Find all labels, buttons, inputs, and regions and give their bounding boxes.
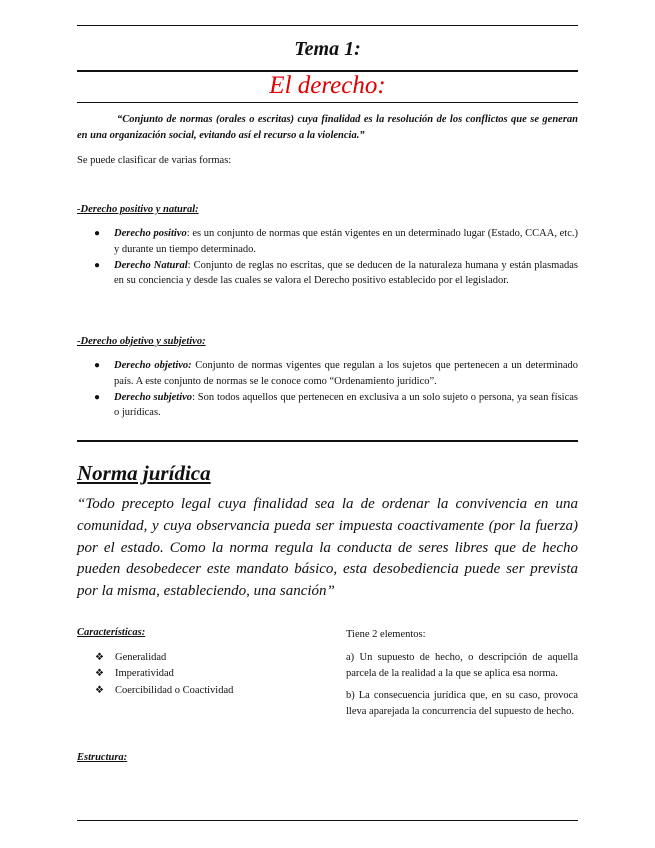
classify-text: Se puede clasificar de varias formas: bbox=[77, 155, 232, 166]
term-derecho-positivo: Derecho positivo bbox=[114, 228, 187, 239]
elemento-a: a) Un supuesto de hecho, o descripción de aquella parcela de la realidad a la que se aplica esa norma. bbox=[346, 651, 578, 679]
elementos-intro: Tiene 2 elementos: bbox=[346, 629, 426, 640]
definition-text: Son todos aquellos que pertenecen en exclusiva a un solo sujeto o persona, ya sean físicas o jurídicas. bbox=[114, 391, 578, 419]
page-title: Tema 1: bbox=[294, 38, 361, 60]
list-item: ❖ Imperatividad bbox=[77, 666, 233, 682]
norma-juridica-quote: “Todo precepto legal cuya finalidad sea la de ordenar la convivencia en una comunidad, y cuya observancia pueda ser impuesta coactivamente (por la fuerza) por el estado. Como la norma regula la conducta de seres libres que de hecho pueden desobedecer este mandato básico, esta desobediencia puede ser prevista por la misma, estableciendo, una sanción” bbox=[77, 496, 578, 599]
bullet-icon: ● bbox=[94, 259, 101, 271]
term-derecho-objetivo: Derecho objetivo: bbox=[114, 360, 192, 371]
caracteristicas-heading: Características: bbox=[77, 627, 146, 638]
definition-text: Conjunto de reglas no escritas, que se deducen de la naturaleza humana y están plasmadas en su conciencia y desde las cuales se valora el Derecho positivo establecido por el legislador. bbox=[114, 259, 578, 287]
term-derecho-subjetivo: Derecho subjetivo bbox=[114, 391, 193, 403]
elementos-column bbox=[346, 627, 578, 720]
bullet-icon: ● bbox=[94, 391, 101, 403]
list-item: ❖ Generalidad bbox=[77, 650, 233, 666]
elemento-b: b) La consecuencia jurídica que, en su caso, provoca lleva aparejada la concurrencia del supuesto de hecho. bbox=[346, 690, 578, 717]
bullet-icon: ● bbox=[94, 228, 101, 239]
objetivo-subjetivo-list bbox=[77, 358, 578, 421]
subtitle-rule bbox=[77, 102, 578, 103]
diamond-bullet-icon: ❖ bbox=[95, 684, 104, 696]
norma-juridica-heading: Norma jurídica bbox=[77, 461, 211, 485]
term-derecho-natural: Derecho Natural bbox=[114, 259, 188, 271]
list-item bbox=[77, 358, 578, 390]
estructura-heading: Estructura: bbox=[77, 752, 128, 763]
top-rule bbox=[77, 25, 578, 26]
bottom-rule bbox=[77, 820, 578, 821]
diamond-bullet-icon: ❖ bbox=[95, 668, 104, 680]
caracteristicas-list bbox=[77, 650, 233, 699]
list-item: ❖ Coercibilidad o Coactividad bbox=[77, 683, 233, 699]
list-item: ● Derecho subjetivo: Son todos aquellos que pertenecen en exclusiva a un solo sujeto o persona, ya sean físicas o jurídicas. bbox=[94, 391, 578, 419]
definition-text: Conjunto de normas vigentes que regulan a los sujetos que pertenecen a un determinado país. A este conjunto de normas se le conoce como “Ordenamiento jurídico”. bbox=[114, 360, 579, 387]
page-subtitle: El derecho: bbox=[269, 72, 386, 99]
positivo-natural-list bbox=[77, 226, 578, 289]
section-heading-positivo-natural: -Derecho positivo y natural: bbox=[77, 204, 199, 215]
section-heading-objetivo-subjetivo: -Derecho objetivo y subjetivo: bbox=[77, 336, 206, 347]
definition-text: es un conjunto de normas que están vigentes en un determinado lugar (Estado, CCAA, etc.) y durante un tiempo determinado. bbox=[114, 228, 579, 255]
bullet-icon: ● bbox=[94, 360, 101, 371]
definition-quote: “Conjunto de normas (orales o escritas) cuya finalidad es la resolución de los conflictos que se generan en una organización social, evitando así el recurso a la violencia.” bbox=[77, 114, 578, 141]
list-item: ● Derecho Natural: Conjunto de reglas no escritas, que se deducen de la naturaleza humana y están plasmadas en su conciencia y desde las cuales se valora el Derecho positivo establecido por el legislador. bbox=[94, 259, 578, 287]
diamond-bullet-icon: ❖ bbox=[95, 652, 104, 663]
section-divider bbox=[77, 440, 578, 442]
list-item: ● Derecho positivo: es un conjunto de normas que están vigentes en un determinado lugar (Estado, CCAA, etc.) y durante un tiempo determinado. bbox=[94, 228, 579, 255]
